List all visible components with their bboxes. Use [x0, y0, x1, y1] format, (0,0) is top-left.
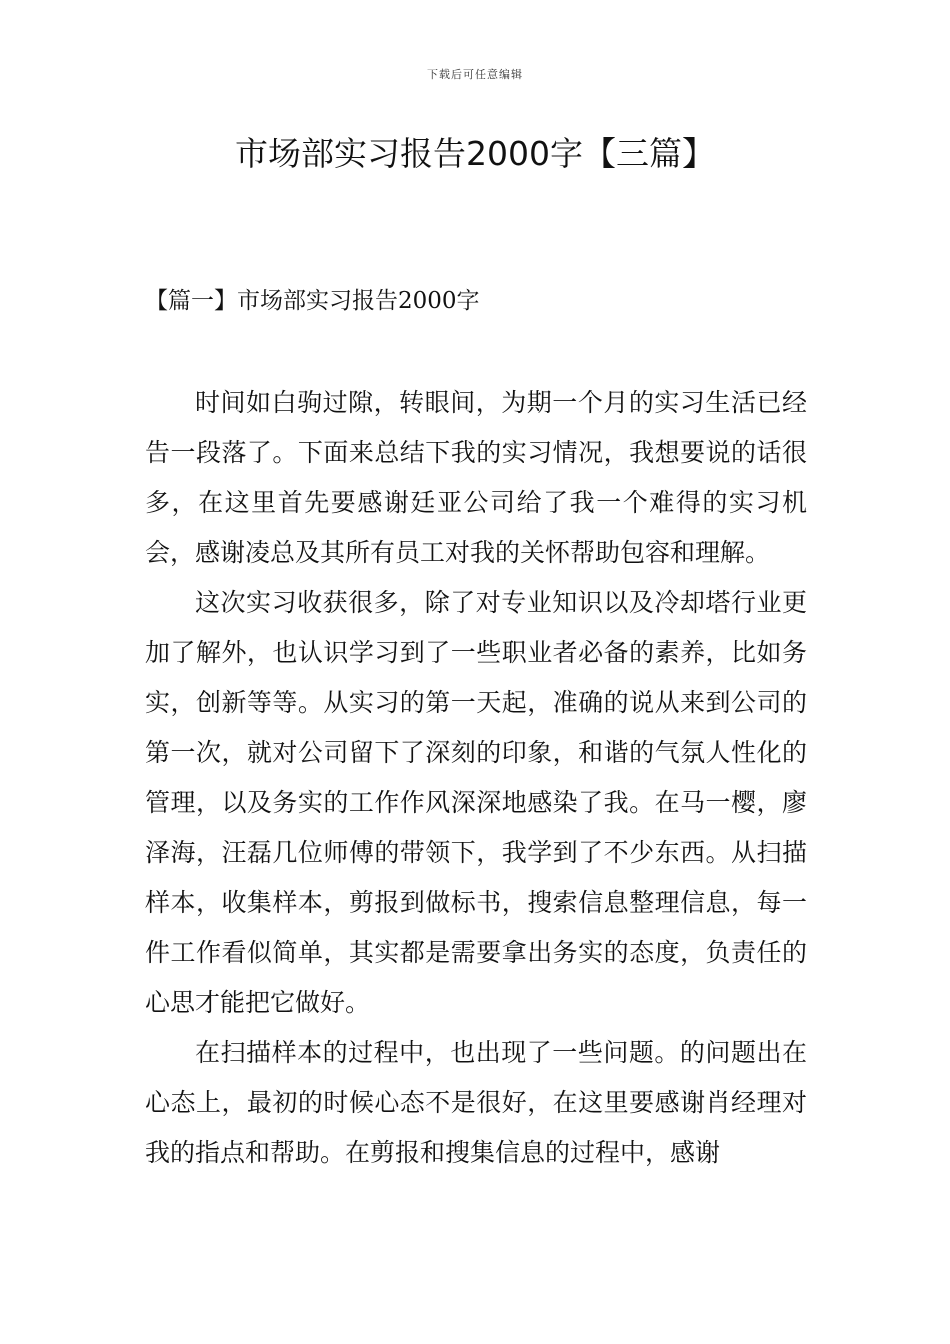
- paragraph-2: 这次实习收获很多，除了对专业知识以及冷却塔行业更加了解外，也认识学习到了一些职业者必备的素养，比如务实，创新等等。从实习的第一天起，准确的说从来到公司的第一次，就对公司留下了深刻的印象，和谐的气氛人性化的管理，以及务实的工作作风深深地感染了我。在马一樱，廖泽海，汪磊几位师傅的带领下，我学到了不少东西。从扫描样本，收集样本，剪报到做标书，搜索信息整理信息，每一件工作看似简单，其实都是需要拿出务实的态度，负责任的心思才能把它做好。: [145, 588, 807, 1017]
- paragraph-1: 时间如白驹过隙，转眼间，为期一个月的实习生活已经告一段落了。下面来总结下我的实习情况，我想要说的话很多，在这里首先要感谢廷亚公司给了我一个难得的实习机会，感谢凌总及其所有员工对我的关怀帮助包容和理解。: [145, 388, 807, 567]
- section-heading: 【篇一】市场部实习报告2000字: [145, 288, 480, 314]
- header-note: 下载后可任意编辑: [427, 68, 523, 81]
- document-title: 市场部实习报告2000字【三篇】: [235, 134, 715, 173]
- paragraph-3: 在扫描样本的过程中，也出现了一些问题。的问题出在心态上，最初的时候心态不是很好，在这里要感谢肖经理对我的指点和帮助。在剪报和搜集信息的过程中，感谢: [145, 1038, 807, 1167]
- document-body: [145, 378, 807, 1178]
